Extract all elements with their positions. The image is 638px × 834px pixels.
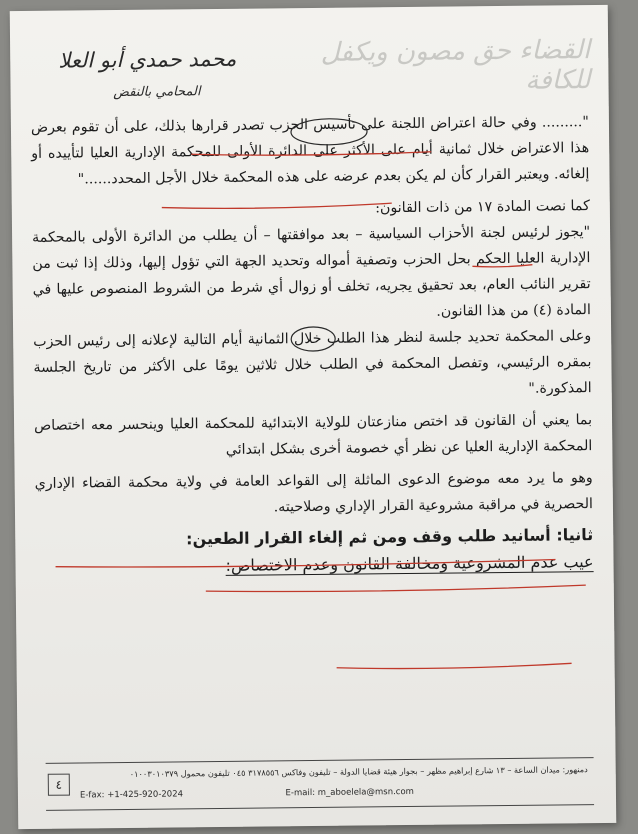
underline-mark-5 (337, 663, 572, 669)
letterhead-footer (46, 757, 594, 811)
section-subheading: عيب عدم المشروعية ومخالفة القانون وعدم الاختصاص: (225, 552, 594, 575)
paragraph-court-session: وعلى المحكمة تحديد جلسة لنظر هذا الطلب خلال الثمانية أيام التالية لإعلانه إلى رئيس الحزب بمقره الرئيسي، وتفصل المحكمة في الطلب خلال ثلاثين يومًا على الأكثر من تاريخ الجلسة المذكورة." (33, 328, 592, 397)
office-address: دمنهور: ميدان الساعة – ١٣ شارع إبراهيم مظهر – بجوار هيئة قضايا الدولة – تليفون وفاكس ٣١٧٨٥٥٦ ٠٤٥ تليفون محمول ٠١٠٠٣٠١٠٣٧٩ (129, 764, 588, 779)
email-address: E-mail: m_aboelela@msn.com (285, 786, 414, 799)
paragraph-article-17-intro: كما نصت المادة ١٧ من ذات القانون: (375, 198, 590, 217)
letterhead (10, 5, 609, 111)
underline-mark-4 (206, 585, 586, 593)
letterhead-motto: القضاء حق مصون ويكفل للكافة (320, 35, 591, 96)
document-body (31, 109, 594, 581)
fax-number: E-fax: +1-425-920-2024 (79, 789, 184, 801)
paragraph-article-17-text: "يجوز لرئيس لجنة الأحزاب السياسية – بعد موافقتها – أن يطلب من الدائرة الأولى بالمحكمة الإدارية العليا الحكم بحل الحزب وتصفية أمواله وتحديد الجهة التي تؤول إليها، وذلك إذا ثبت من تقرير النائب العام، بعد تحقيق يجريه، تخلف أو زوال أي شرط من الشروط المنصوص عليها في المادة (٤) من هذا القانون. (32, 224, 591, 320)
paragraph-jurisdiction: بما يعني أن القانون قد اختص منازعتان للولاية الابتدائية للمحكمة العليا وينحسر معه اختصاص المحكمة الإدارية العليا عن نظر أي خصومة أخرى بشكل ابتدائي (33, 412, 593, 458)
document-page (10, 5, 617, 829)
paragraph-law-quote: "......... وفي حالة اعتراض اللجنة على تأسيس الحزب تصدر قرارها بذلك، على أن تقوم بعرض هذا الاعتراض خلال ثمانية أيام على الأكثر على الدائرة الأولى للمحكمة الإدارية العليا لتأييده أو إلغائه. ويعتبر القرار كأن لم يكن بعدم عرضه على هذه المحكمة خلال الأجل المحدد......" (30, 114, 590, 188)
paragraph-general-rules: وهو ما يرد معه موضوع الدعوى الماثلة إلى القواعد العامة في ولاية محكمة القضاء الإداري الحصرية في مراقبة مشروعية القرار الإداري وصلاحيته. (34, 470, 594, 516)
lawyer-title: المحامي بالنقض (113, 84, 201, 101)
lawyer-name-signature: محمد حمدي أبو العلا (58, 46, 237, 73)
section-heading: ثانيا: أسانيد طلب وقف ومن ثم إلغاء القرار الطعين: (186, 525, 594, 549)
page-number: ٤ (48, 774, 70, 796)
